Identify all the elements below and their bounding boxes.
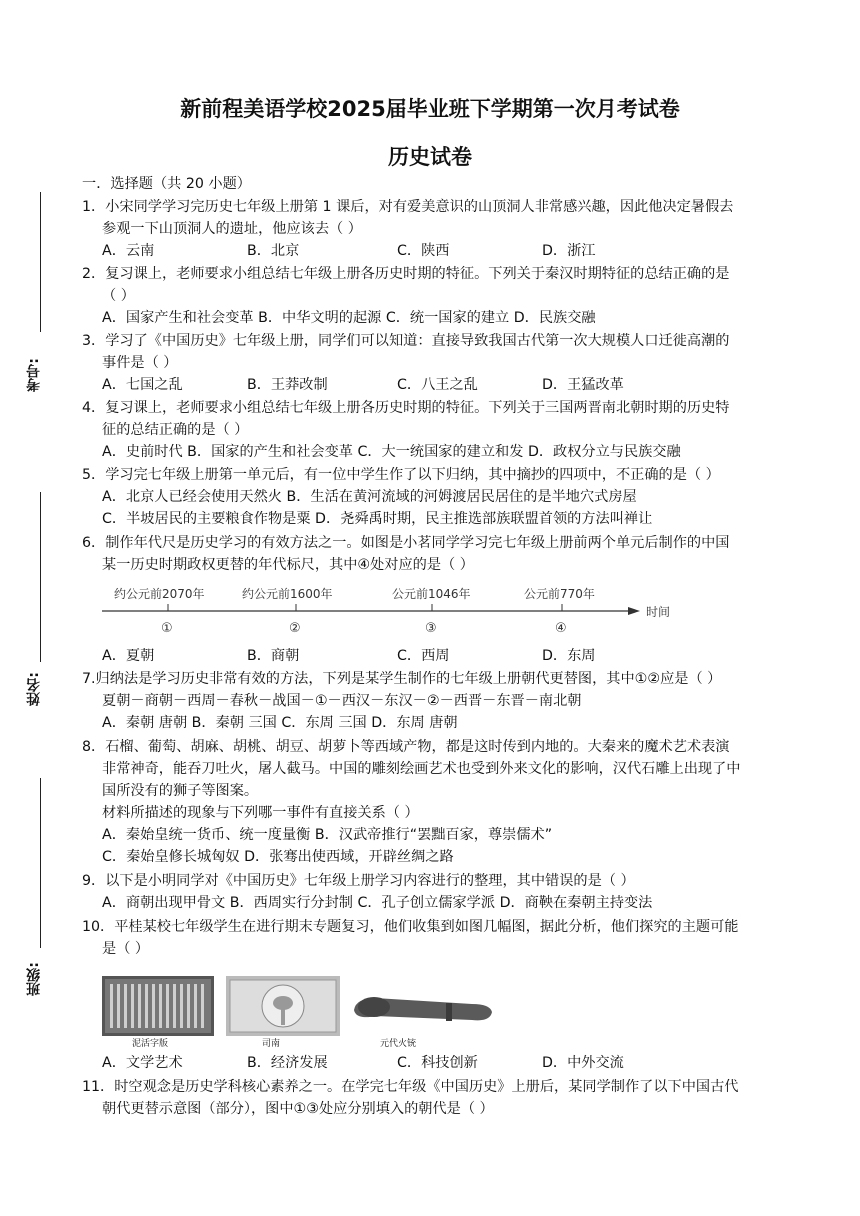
question-7-options[interactable]: A．秦朝 唐朝 B．秦朝 三国 C．东周 三国 D．东周 唐朝 [102, 715, 458, 731]
question-8-stem-cont: 国所没有的狮子等图案。 [102, 783, 259, 799]
yuan-gun-image [346, 966, 496, 1046]
question-3-stem-cont: 事件是（ ） [102, 355, 178, 371]
timeline-label-1: 约公元前2070年 [114, 587, 205, 601]
option-d[interactable]: D．王猛改革 [542, 377, 624, 393]
timeline-figure [100, 582, 671, 638]
question-6-stem-cont: 某一历史时期政权更替的年代标尺，其中④处对应的是（ ） [102, 557, 474, 573]
option-c[interactable]: C．陕西 [397, 243, 450, 259]
question-5-stem: 5．学习完七年级上册第一单元后，有一位中学生作了以下归纳，其中摘抄的四项中，不正确的是（ ） [82, 467, 720, 483]
question-4-stem: 4．复习课上，老师要求小组总结七年级上册各历史时期的特征。下列关于三国两晋南北朝时期的历史特 [82, 400, 730, 416]
option-d[interactable]: D．浙江 [542, 243, 596, 259]
image-caption-3: 元代火铳 [380, 1039, 417, 1049]
movable-type-image [102, 966, 214, 1046]
timeline-label-3: 公元前1046年 [392, 587, 471, 601]
timeline-mark-4: ④ [555, 621, 567, 636]
option-c[interactable]: C．八王之乱 [397, 377, 478, 393]
question-2-stem: 2．复习课上，老师要求小组总结七年级上册各历史时期的特征。下列关于秦汉时期特征的总结正确的是 [82, 266, 730, 282]
class-label: 班级: [26, 962, 42, 996]
timeline-label-2: 约公元前1600年 [242, 587, 333, 601]
option-a[interactable]: A．七国之乱 [102, 377, 183, 393]
option-a[interactable]: A．夏朝 [102, 648, 155, 664]
question-8-stem: 8．石榴、葡萄、胡麻、胡桃、胡豆、胡萝卜等西域产物，都是这时传到内地的。大秦来的魔术艺术表演 [82, 739, 730, 755]
question-11-stem-cont: 朝代更替示意图（部分），图中①③处应分别填入的朝代是（ ） [102, 1101, 494, 1117]
exam-number-label: 考号: [26, 358, 42, 392]
name-label: 姓名: [26, 672, 42, 706]
question-8-options-cd[interactable]: C．秦始皇修长城匈奴 D．张骞出使西域，开辟丝绸之路 [102, 849, 454, 865]
question-7-stem: 7.归纳法是学习历史非常有效的方法，下列是某学生制作的七年级上册朝代更替图，其中①②应是（ ） [82, 671, 722, 687]
image-caption-2: 司南 [262, 1039, 281, 1049]
option-d[interactable]: D．东周 [542, 648, 596, 664]
question-10-stem: 10．平桂某校七年级学生在进行期末专题复习，他们收集到如图几幅图，据此分析，他们探究的主题可能 [82, 919, 739, 935]
exam-subtitle: 历史试卷 [388, 145, 472, 169]
timeline-axis-label: 时间 [646, 605, 671, 619]
question-9-stem: 9．以下是小明同学对《中国历史》七年级上册学习内容进行的整理，其中错误的是（ ） [82, 873, 635, 889]
question-8-stem-cont: 非常神奇，能吞刀吐火，屠人截马。中国的雕刻绘画艺术也受到外来文化的影响，汉代石雕上出现了中 [102, 761, 741, 777]
exam-title: 新前程美语学校2025届毕业班下学期第一次月考试卷 [180, 97, 680, 121]
sinan-compass-image [226, 966, 340, 1046]
option-b[interactable]: B．北京 [247, 243, 300, 259]
question-7-sequence: 夏朝－商朝－西周－春秋－战国－①－西汉－东汉－②－西晋－东晋－南北朝 [102, 693, 582, 709]
option-a[interactable]: A．云南 [102, 243, 155, 259]
question-6-stem: 6．制作年代尺是历史学习的有效方法之一。如图是小茗同学学习完七年级上册前两个单元后制作的中国 [82, 535, 730, 551]
question-8-prompt: 材料所描述的现象与下列哪一事件有直接关系（ ） [102, 805, 419, 821]
image-caption-1: 泥活字版 [132, 1039, 169, 1049]
option-b[interactable]: B．商朝 [247, 648, 300, 664]
question-4-options[interactable]: A．史前时代 B．国家的产生和社会变革 C．大一统国家的建立和发 D．政权分立与民族交融 [102, 444, 681, 460]
question-8-options-ab[interactable]: A．秦始皇统一货币、统一度量衡 B．汉武帝推行“罢黜百家，尊崇儒术” [102, 827, 553, 843]
question-1-stem-cont: 参观一下山顶洞人的遗址，他应该去（ ） [102, 221, 362, 237]
option-b[interactable]: B．经济发展 [247, 1055, 328, 1071]
option-b[interactable]: B．王莽改制 [247, 377, 328, 393]
question-3-stem: 3．学习了《中国历史》七年级上册，同学们可以知道：直接导致我国古代第一次大规模人口迁徙高潮的 [82, 333, 730, 349]
question-2-options[interactable]: A．国家产生和社会变革 B．中华文明的起源 C．统一国家的建立 D．民族交融 [102, 310, 596, 326]
option-a[interactable]: A．文学艺术 [102, 1055, 183, 1071]
binding-line [40, 492, 41, 662]
option-c[interactable]: C．西周 [397, 648, 450, 664]
section-header: 一．选择题（共 20 小题） [82, 176, 251, 192]
binding-line [40, 192, 41, 332]
question-5-options-ab[interactable]: A．北京人已经会使用天然火 B．生活在黄河流域的河姆渡居民居住的是半地穴式房屋 [102, 489, 637, 505]
question-2-stem-cont: （ ） [102, 288, 135, 304]
timeline-label-4: 公元前770年 [524, 587, 595, 601]
question-10-stem-cont: 是（ ） [102, 941, 150, 957]
timeline-mark-2: ② [289, 621, 301, 636]
question-4-stem-cont: 征的总结正确的是（ ） [102, 422, 249, 438]
timeline-mark-1: ① [161, 621, 173, 636]
question-11-stem: 11．时空观念是历史学科核心素养之一。在学完七年级《中国历史》上册后，某同学制作了以下中国古代 [82, 1079, 739, 1095]
question-1-stem: 1．小宋同学学习完历史七年级上册第 1 课后，对有爱美意识的山顶洞人非常感兴趣，因此他决定暑假去 [82, 199, 734, 215]
option-d[interactable]: D．中外交流 [542, 1055, 624, 1071]
binding-line [40, 778, 41, 948]
question-9-options[interactable]: A．商朝出现甲骨文 B．西周实行分封制 C．孔子创立儒家学派 D．商鞅在秦朝主持变法 [102, 895, 653, 911]
option-c[interactable]: C．科技创新 [397, 1055, 478, 1071]
timeline-mark-3: ③ [425, 621, 437, 636]
question-5-options-cd[interactable]: C．半坡居民的主要粮食作物是粟 D．尧舜禹时期，民主推选部族联盟首领的方法叫禅让 [102, 511, 653, 527]
